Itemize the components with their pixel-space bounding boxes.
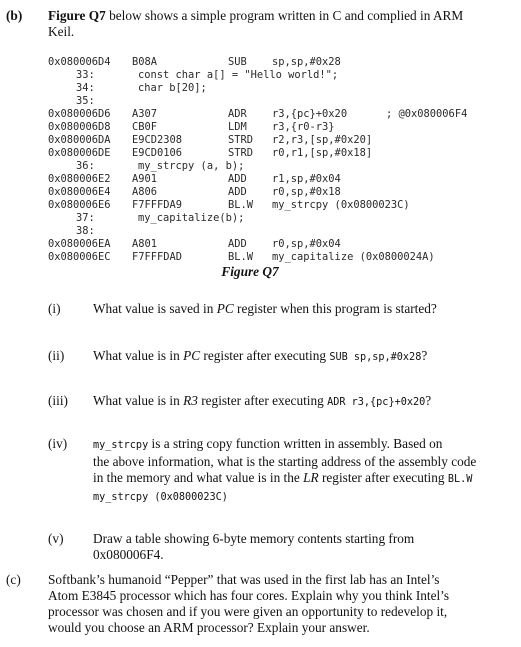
code-hex: E9CD2308 xyxy=(132,134,183,146)
register-name: LR xyxy=(303,470,319,485)
question-text xyxy=(93,436,513,506)
part-c-text xyxy=(48,572,518,636)
code-hex: F7FFFDAD xyxy=(132,251,183,263)
code-opcode: ADD xyxy=(228,238,247,250)
code-line xyxy=(48,199,410,212)
code-hex: A806 xyxy=(132,186,158,198)
question-text xyxy=(93,393,513,411)
intro-text-line2: Keil. xyxy=(48,24,75,39)
source-line xyxy=(48,160,245,173)
code-address: 0x080006D4 xyxy=(48,56,111,68)
code-args: r0,sp,#0x04 xyxy=(272,238,341,250)
source-code: my_capitalize(b); xyxy=(138,212,245,224)
code-hex: A307 xyxy=(132,108,158,120)
question-text-part: ? xyxy=(425,393,432,408)
code-args: sp,sp,#0x28 xyxy=(272,56,341,68)
inline-code: SUB sp,sp,#0x28 xyxy=(329,352,422,363)
code-line xyxy=(48,108,468,121)
question-text-part: What value is saved in xyxy=(93,301,217,316)
code-args: r3,{pc}+0x20 xyxy=(272,108,348,120)
code-args: r3,{r0-r3} xyxy=(272,121,335,133)
code-address: 0x080006D6 xyxy=(48,108,111,120)
question-text-part: is a string copy function written in assembly. Based on xyxy=(148,436,443,451)
source-line-number: 38: xyxy=(76,225,95,237)
question-text-part: ? xyxy=(421,348,428,363)
part-b-label: (b) xyxy=(6,8,23,23)
source-line-number: 33: xyxy=(76,69,95,81)
code-line xyxy=(48,147,373,160)
code-address: 0x080006E6 xyxy=(48,199,111,211)
question-text xyxy=(93,348,513,366)
code-opcode: BL.W xyxy=(228,251,254,263)
question-text-part: What value is in xyxy=(93,393,184,408)
part-c-line: Softbank’s humanoid “Pepper” that was used in the first lab has an Intel’s xyxy=(48,572,440,587)
inline-code: my_strcpy xyxy=(93,440,149,451)
code-opcode: STRD xyxy=(228,134,254,146)
code-address: 0x080006E4 xyxy=(48,186,111,198)
register-name: R3 xyxy=(183,393,198,408)
part-c-line: Atom E3845 processor which has four cores. Explain why you think Intel’s xyxy=(48,588,450,603)
code-line xyxy=(48,134,373,147)
source-line xyxy=(48,82,207,95)
code-args: r2,r3,[sp,#0x20] xyxy=(272,134,373,146)
code-address: 0x080006E2 xyxy=(48,173,111,185)
code-opcode: STRD xyxy=(228,147,254,159)
source-code: const char a[] = "Hello world!"; xyxy=(138,69,339,81)
part-c-line: processor was chosen and if you were given an opportunity to redevelop it, xyxy=(48,604,448,619)
question-text xyxy=(93,301,513,317)
code-args: my_capitalize (0x0800024A) xyxy=(272,251,435,263)
code-hex: E9CD0106 xyxy=(132,147,183,159)
source-line xyxy=(48,95,95,108)
code-line xyxy=(48,251,435,264)
code-hex: A901 xyxy=(132,173,158,185)
question-text-part: register after executing xyxy=(318,470,448,485)
figure-caption: Figure Q7 xyxy=(221,264,279,279)
code-address: 0x080006EC xyxy=(48,251,111,263)
code-opcode: SUB xyxy=(228,56,247,68)
question-text xyxy=(93,531,513,563)
intro-figure-ref: Figure Q7 xyxy=(48,8,106,23)
question-text-part: Draw a table showing 6-byte memory contents starting from xyxy=(93,531,415,546)
code-opcode: BL.W xyxy=(228,199,254,211)
question-text-part: register after executing xyxy=(200,348,330,363)
code-line xyxy=(48,56,341,69)
source-line xyxy=(48,225,95,238)
question-text-part: register when this program is started? xyxy=(233,301,437,316)
code-opcode: ADD xyxy=(228,186,247,198)
intro-text: below shows a simple program written in C and complied in ARM xyxy=(105,8,464,23)
question-number: (ii) xyxy=(48,348,65,363)
inline-code: BL.W xyxy=(447,474,473,485)
source-code: char b[20]; xyxy=(138,82,207,94)
code-line xyxy=(48,238,341,251)
code-args: r1,sp,#0x04 xyxy=(272,173,341,185)
part-c-line: would you choose an ARM processor? Explain your answer. xyxy=(48,620,370,635)
code-opcode: ADR xyxy=(228,108,247,120)
code-opcode: ADD xyxy=(228,173,247,185)
source-code: my_strcpy (a, b); xyxy=(138,160,245,172)
code-address: 0x080006DA xyxy=(48,134,111,146)
question-text-part: the above information, what is the starting address of the assembly code xyxy=(93,454,477,469)
code-line xyxy=(48,186,341,199)
code-hex: F7FFFDA9 xyxy=(132,199,183,211)
code-comment: ; @0x080006F4 xyxy=(386,108,468,120)
code-address: 0x080006EA xyxy=(48,238,111,250)
question-text-part: register after executing xyxy=(197,393,328,408)
code-hex: B08A xyxy=(132,56,158,68)
source-line xyxy=(48,69,339,82)
code-hex: A801 xyxy=(132,238,158,250)
code-line xyxy=(48,173,341,186)
question-number: (iv) xyxy=(48,436,68,451)
code-args: r0,sp,#0x18 xyxy=(272,186,341,198)
code-hex: CB0F xyxy=(132,121,158,133)
source-line xyxy=(48,212,245,225)
part-b-intro xyxy=(48,8,518,40)
source-line-number: 35: xyxy=(76,95,95,107)
inline-code: my_strcpy (0x0800023C) xyxy=(93,492,228,503)
question-text-part: 0x080006F4. xyxy=(93,547,164,562)
code-opcode: LDM xyxy=(228,121,247,133)
register-name: PC xyxy=(216,301,234,316)
question-text-part: What value is in xyxy=(93,348,184,363)
code-line xyxy=(48,121,335,134)
source-line-number: 37: xyxy=(76,212,95,224)
source-line-number: 34: xyxy=(76,82,95,94)
inline-code: ADR r3,{pc}+0x20 xyxy=(327,397,426,408)
code-address: 0x080006DE xyxy=(48,147,111,159)
question-number: (v) xyxy=(48,531,64,546)
register-name: PC xyxy=(183,348,201,363)
source-line-number: 36: xyxy=(76,160,95,172)
code-address: 0x080006D8 xyxy=(48,121,111,133)
question-text-part: in the memory and what value is in the xyxy=(93,470,304,485)
code-args: r0,r1,[sp,#0x18] xyxy=(272,147,373,159)
part-c-label: (c) xyxy=(6,572,21,587)
code-args: my_strcpy (0x0800023C) xyxy=(272,199,410,211)
question-number: (i) xyxy=(48,301,61,316)
question-number: (iii) xyxy=(48,393,68,408)
